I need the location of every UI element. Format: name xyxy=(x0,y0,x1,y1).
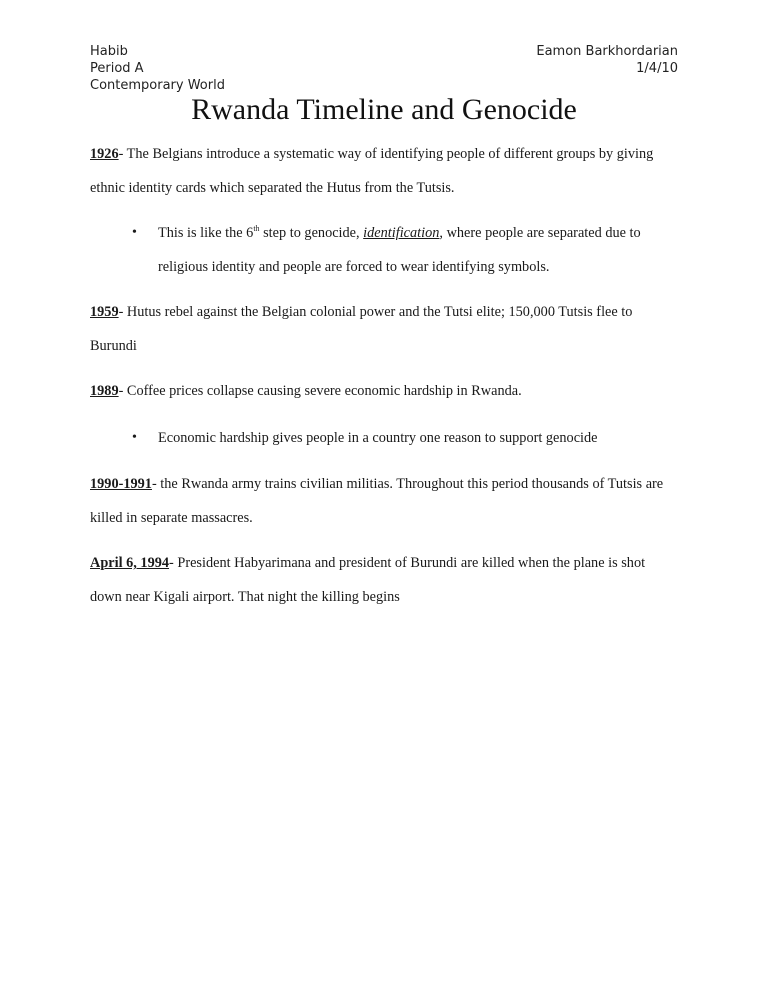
entry-text: - the Rwanda army trains civilian militias. Throughout this period thousands of Tutsis are killed in separate massacres. xyxy=(90,476,664,526)
document-date: 1/4/10 xyxy=(636,61,678,76)
header-row-2 xyxy=(90,60,678,77)
bullet-text-part: This is like the 6 xyxy=(158,225,254,241)
bullet-text: Economic hardship gives people in a country one reason to support genocide xyxy=(158,430,598,446)
document-title: Rwanda Timeline and Genocide xyxy=(191,93,577,126)
timeline-entry-april-1994 xyxy=(90,546,680,614)
entry-year: April 6, 1994 xyxy=(90,555,170,571)
bullet-text xyxy=(132,216,677,284)
bullet-icon: • xyxy=(132,430,137,445)
entry-text: - President Habyarimana and president of Burundi are killed when the plane is shot down near Kigali airport. That night the killing begins xyxy=(90,555,646,605)
class-period: Period A xyxy=(90,61,144,76)
teacher-name: Habib xyxy=(90,44,128,59)
bullet-identification xyxy=(132,216,677,284)
bullet-economic-hardship xyxy=(132,421,677,455)
entry-year: 1959 xyxy=(90,304,119,320)
header-row-1 xyxy=(90,43,678,60)
entry-year: 1990-1991 xyxy=(90,476,152,492)
timeline-entry-1959 xyxy=(90,295,680,363)
timeline-entry-1990-1991 xyxy=(90,467,680,535)
genocide-step-term: identification xyxy=(363,225,440,241)
course-name: Contemporary World xyxy=(90,78,225,93)
entry-text: - Hutus rebel against the Belgian colonial power and the Tutsi elite; 150,000 Tutsis flee to Burundi xyxy=(90,304,633,354)
student-name: Eamon Barkhordarian xyxy=(536,44,678,59)
timeline-entry-1989 xyxy=(90,374,680,408)
entry-text: - The Belgians introduce a systematic way of identifying people of different groups by giving ethnic identity cards which separated the Hutus from the Tutsis. xyxy=(90,146,654,196)
entry-year: 1989 xyxy=(90,383,119,399)
bullet-text-part: step to genocide, xyxy=(259,225,364,241)
bullet-text-part: , where people are separated due to religious identity and people are forced to wear identifying symbols. xyxy=(158,225,641,275)
entry-text: - Coffee prices collapse causing severe economic hardship in Rwanda. xyxy=(118,383,522,399)
ordinal-suffix: th xyxy=(253,224,260,234)
bullet-icon: • xyxy=(132,225,137,240)
timeline-entry-1926 xyxy=(90,137,680,205)
entry-year: 1926 xyxy=(90,146,119,162)
